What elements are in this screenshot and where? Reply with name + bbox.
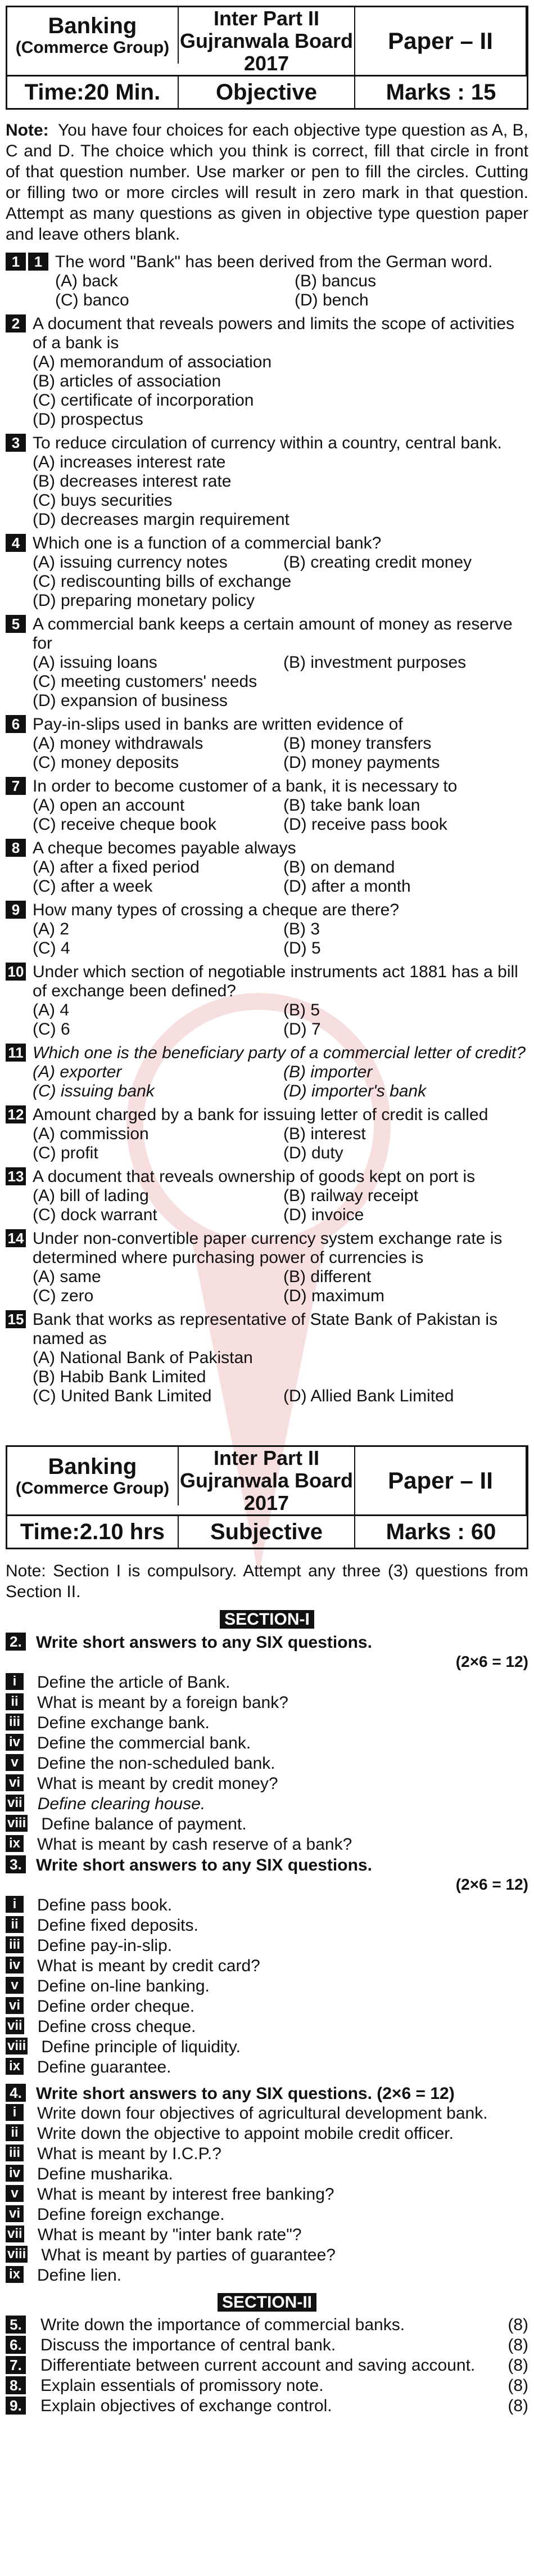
long-question-marks: (8) bbox=[508, 2356, 528, 2375]
mcq-option: (D) Allied Bank Limited bbox=[283, 1387, 454, 1405]
short-question-text: Define on-line banking. bbox=[37, 1977, 210, 1995]
short-question-item bbox=[6, 1774, 528, 1793]
mcq-stem: Pay-in-slips used in banks are written evidence of bbox=[33, 715, 403, 734]
short-question-item bbox=[6, 2038, 528, 2057]
short-question-number: i bbox=[6, 1673, 24, 1690]
mcq-body bbox=[33, 901, 528, 958]
long-question-number: 9. bbox=[6, 2397, 26, 2415]
mcq-stem: To reduce circulation of currency within a country, central bank. bbox=[33, 434, 502, 452]
mcq-option: (D) decreases margin requirement bbox=[33, 510, 289, 529]
objective-note bbox=[6, 120, 528, 245]
mcq-stem: Amount charged by a bank for issuing letter of credit is called bbox=[33, 1105, 488, 1124]
mcq-options bbox=[33, 858, 528, 896]
type-label: Subjective bbox=[179, 1516, 355, 1548]
time-label: Time:2.10 hrs bbox=[7, 1516, 179, 1548]
mcq-body bbox=[33, 434, 528, 529]
exam-page bbox=[6, 6, 528, 2417]
mcq-body bbox=[33, 534, 528, 610]
short-question-number: iv bbox=[6, 1957, 24, 1973]
mcq-option: (A) exporter bbox=[33, 1063, 122, 1081]
mcq-body bbox=[33, 1229, 528, 1306]
short-question-item bbox=[6, 2165, 528, 2184]
mcq-stem: Which one is a function of a commercial bank? bbox=[33, 534, 382, 552]
short-question-text: Define order cheque. bbox=[37, 1997, 195, 2016]
mcq-options bbox=[33, 653, 528, 711]
long-question-text: Write down the importance of commercial banks. bbox=[40, 2316, 405, 2334]
mcq-stem: A commercial bank keeps a certain amount of money as reserve for bbox=[33, 615, 513, 653]
short-question-number: ii bbox=[6, 1916, 24, 1933]
long-question-text: Discuss the importance of central bank. bbox=[40, 2336, 336, 2354]
mcq-number: 14 bbox=[6, 1229, 26, 1247]
mcq-option: (A) back bbox=[55, 272, 118, 290]
short-question-item bbox=[6, 1673, 528, 1692]
long-question-list bbox=[6, 2316, 528, 2416]
subject-cell bbox=[7, 1447, 179, 1505]
time-label: Time:20 Min. bbox=[7, 77, 179, 108]
mcq-option: (D) 5 bbox=[283, 939, 321, 957]
short-question-text: Define foreign exchange. bbox=[37, 2205, 225, 2224]
mcq-option: (B) on demand bbox=[283, 858, 395, 876]
mcq-item bbox=[6, 715, 528, 772]
mcq-option: (D) duty bbox=[283, 1144, 343, 1162]
mcq-number: 4 bbox=[6, 534, 26, 552]
mcq-option: (C) rediscounting bills of exchange bbox=[33, 572, 292, 591]
short-question-text: Define fixed deposits. bbox=[37, 1916, 198, 1935]
mcq-body bbox=[33, 777, 528, 834]
short-question-text: Define balance of payment. bbox=[41, 1815, 247, 1833]
short-question-text: Write down four objectives of agricultural development bank. bbox=[37, 2104, 488, 2123]
mcq-option: (B) creating credit money bbox=[283, 553, 472, 572]
paper-label: Paper – II bbox=[388, 28, 493, 54]
mcq-option: (B) 3 bbox=[283, 920, 320, 938]
short-question-number: vii bbox=[6, 2226, 24, 2242]
short-question-text: Define musharika. bbox=[37, 2165, 173, 2183]
short-question-number: vi bbox=[6, 1774, 24, 1791]
mcq-option: (D) after a month bbox=[283, 877, 411, 896]
mcq-number: 11 bbox=[6, 1044, 26, 1062]
mcq-number: 6 bbox=[6, 715, 26, 733]
short-question-number: iii bbox=[6, 1714, 24, 1730]
mcq-option: (C) buys securities bbox=[33, 491, 173, 510]
mcq-option: (D) invoice bbox=[283, 1206, 364, 1224]
mcq-options bbox=[33, 1348, 528, 1406]
long-question-marks: (8) bbox=[508, 2336, 528, 2354]
long-question-text: Explain objectives of exchange control. bbox=[40, 2397, 332, 2415]
mcq-stem: Under non-convertible paper currency system exchange rate is determined where purchasing power of currencies is bbox=[33, 1229, 503, 1267]
mcq-option: (D) expansion of business bbox=[33, 691, 228, 710]
short-question-text: What is meant by "inter bank rate"? bbox=[37, 2226, 302, 2244]
mcq-number: 3 bbox=[6, 434, 26, 452]
short-question-number: vii bbox=[6, 1795, 24, 1811]
mcq-stem: A document that reveals powers and limits the scope of activities of a bank is bbox=[33, 314, 515, 352]
mcq-stem: How many types of crossing a cheque are there? bbox=[33, 901, 400, 919]
short-question-text: Define principle of liquidity. bbox=[41, 2038, 241, 2056]
short-question-text: Define exchange bank. bbox=[37, 1714, 210, 1732]
mcq-option: (A) bill of lading bbox=[33, 1186, 149, 1205]
mcq-body bbox=[33, 1167, 528, 1225]
short-question-text: Define pass book. bbox=[37, 1896, 173, 1914]
short-question-item bbox=[6, 2145, 528, 2164]
short-question-number: iii bbox=[6, 2145, 24, 2161]
mcq-options bbox=[33, 1063, 528, 1101]
long-question-item bbox=[6, 2336, 528, 2355]
subject-title: Banking bbox=[48, 1454, 137, 1479]
mcq-option: (C) dock warrant bbox=[33, 1206, 157, 1224]
short-question-item bbox=[6, 2058, 528, 2077]
mcq-item bbox=[6, 534, 528, 610]
mcq-number: 12 bbox=[6, 1105, 26, 1123]
mcq-option: (D) receive pass book bbox=[283, 815, 447, 834]
mcq-number: 7 bbox=[6, 777, 26, 795]
short-question-text: Define clearing house. bbox=[37, 1795, 206, 1813]
mcq-options bbox=[33, 920, 528, 958]
board-cell bbox=[179, 7, 355, 75]
mcq-options bbox=[33, 796, 528, 834]
mcq-body bbox=[33, 963, 528, 1039]
long-question-item bbox=[6, 2356, 528, 2375]
type-label: Objective bbox=[179, 77, 355, 108]
mcq-option: (D) importer's bank bbox=[283, 1082, 427, 1100]
mcq-options bbox=[33, 353, 528, 429]
mcq-option: (B) articles of association bbox=[33, 372, 221, 390]
mcq-body bbox=[33, 1105, 528, 1163]
short-question-item bbox=[6, 2246, 528, 2265]
mcq-option: (A) issuing currency notes bbox=[33, 553, 228, 572]
short-question-item bbox=[6, 2017, 528, 2036]
mcq-number: 1 bbox=[28, 253, 48, 271]
mcq-item bbox=[6, 1105, 528, 1163]
mcq-item bbox=[6, 1167, 528, 1225]
short-question-number: viii bbox=[6, 2038, 28, 2054]
mcq-option: (C) 4 bbox=[33, 939, 70, 957]
subject-cell bbox=[7, 7, 179, 64]
short-question-text: Define the non-scheduled bank. bbox=[37, 1754, 275, 1773]
question-2-marks: (2×6 = 12) bbox=[455, 1653, 528, 1670]
short-question-number: ii bbox=[6, 1693, 24, 1710]
mcq-options bbox=[33, 553, 528, 610]
question-3-marks: (2×6 = 12) bbox=[455, 1876, 528, 1893]
mcq-option: (C) profit bbox=[33, 1144, 98, 1162]
short-question-item bbox=[6, 1835, 528, 1854]
mcq-item bbox=[6, 901, 528, 958]
mcq-option: (A) National Bank of Pakistan bbox=[33, 1348, 253, 1367]
mcq-body bbox=[33, 715, 528, 772]
mcq-option: (A) memorandum of association bbox=[33, 353, 272, 371]
long-question-marks: (8) bbox=[508, 2376, 528, 2395]
mcq-option: (B) investment purposes bbox=[283, 653, 467, 672]
mcq-option: (A) 4 bbox=[33, 1001, 70, 1019]
long-question-number: 8. bbox=[6, 2376, 26, 2394]
marks-label: Marks : 60 bbox=[386, 1519, 496, 1544]
mcq-options bbox=[33, 1125, 528, 1163]
mcq-item bbox=[6, 839, 528, 896]
mcq-option: (B) railway receipt bbox=[283, 1186, 419, 1205]
short-question-item bbox=[6, 1734, 528, 1753]
short-question-number: viii bbox=[6, 2246, 28, 2263]
question-3-heading bbox=[6, 1855, 528, 1876]
short-question-text: What is meant by parties of guarantee? bbox=[41, 2246, 336, 2264]
board-line2: Gujranwala Board bbox=[179, 1469, 354, 1492]
mcq-option: (B) money transfers bbox=[283, 734, 432, 753]
short-question-text: Write down the objective to appoint mobile credit officer. bbox=[37, 2124, 454, 2143]
short-question-item bbox=[6, 1957, 528, 1976]
short-question-number: iv bbox=[6, 2165, 24, 2182]
mcq-item bbox=[6, 253, 528, 310]
mcq-stem: In order to become customer of a bank, it is necessary to bbox=[33, 777, 458, 795]
mcq-options bbox=[33, 1267, 528, 1306]
mcq-options bbox=[33, 1001, 528, 1039]
short-question-item bbox=[6, 2266, 528, 2285]
mcq-option: (B) interest bbox=[283, 1125, 366, 1143]
section-2-title: SECTION-II bbox=[6, 2293, 528, 2312]
long-question-number: 6. bbox=[6, 2336, 26, 2354]
paper-label: Paper – II bbox=[388, 1467, 493, 1494]
mcq-stem: A document that reveals ownership of goods kept on port is bbox=[33, 1167, 476, 1186]
short-question-number: iii bbox=[6, 1936, 24, 1953]
mcq-number: 8 bbox=[6, 839, 26, 857]
question-4-heading bbox=[6, 2084, 528, 2104]
mcq-option: (C) banco bbox=[55, 291, 129, 309]
long-question-marks: (8) bbox=[508, 2316, 528, 2334]
board-year: 2017 bbox=[243, 1491, 289, 1514]
short-question-item bbox=[6, 2104, 528, 2123]
mcq-stem: Bank that works as representative of State Bank of Pakistan is named as bbox=[33, 1310, 498, 1348]
mcq-option: (B) Habib Bank Limited bbox=[33, 1368, 206, 1386]
short-question-item bbox=[6, 2226, 528, 2245]
mcq-option: (C) receive cheque book bbox=[33, 815, 216, 834]
mcq-option: (D) bench bbox=[295, 291, 369, 309]
mcq-option: (B) 5 bbox=[283, 1001, 320, 1019]
question-title: Write short answers to any SIX questions. (2×6 = 12) bbox=[36, 2084, 455, 2103]
mcq-item bbox=[6, 314, 528, 429]
short-question-item bbox=[6, 2185, 528, 2204]
paper-cell bbox=[355, 1447, 527, 1514]
question-number: 2. bbox=[6, 1633, 26, 1651]
mcq-body bbox=[33, 1310, 528, 1406]
short-question-item bbox=[6, 1896, 528, 1915]
board-cell bbox=[179, 1447, 355, 1514]
mcq-stem: A cheque becomes payable always bbox=[33, 839, 296, 857]
mcq-option: (A) increases interest rate bbox=[33, 453, 226, 471]
short-question-number: vi bbox=[6, 2205, 24, 2222]
short-question-text: Define pay-in-slip. bbox=[37, 1936, 173, 1955]
mcq-options bbox=[55, 272, 528, 310]
short-question-item bbox=[6, 1754, 528, 1773]
objective-header bbox=[6, 6, 528, 110]
mcq-option: (A) issuing loans bbox=[33, 653, 157, 672]
short-question-number: v bbox=[6, 2185, 24, 2202]
subject-group: (Commerce Group) bbox=[15, 1479, 170, 1498]
mcq-item bbox=[6, 963, 528, 1039]
note-label: Note: bbox=[6, 121, 49, 140]
short-question-item bbox=[6, 2124, 528, 2143]
mcq-item bbox=[6, 615, 528, 711]
question-2-heading bbox=[6, 1633, 528, 1653]
short-question-number: ii bbox=[6, 2124, 24, 2141]
mcq-option: (C) money deposits bbox=[33, 753, 179, 772]
question-number: 4. bbox=[6, 2084, 26, 2102]
mcq-option: (A) 2 bbox=[33, 920, 70, 938]
short-question-item bbox=[6, 1693, 528, 1712]
mcq-option: (B) bancus bbox=[295, 272, 377, 290]
question-4-list bbox=[6, 2104, 528, 2285]
short-question-item bbox=[6, 1936, 528, 1955]
mcq-option: (A) money withdrawals bbox=[33, 734, 203, 753]
long-question-item bbox=[6, 2316, 528, 2335]
long-question-number: 7. bbox=[6, 2356, 26, 2374]
mcq-option: (D) money payments bbox=[283, 753, 440, 772]
short-question-number: viii bbox=[6, 1815, 28, 1832]
short-question-number: vi bbox=[6, 1997, 24, 2014]
short-question-text: Define the commercial bank. bbox=[37, 1734, 251, 1752]
short-question-number: v bbox=[6, 1754, 24, 1771]
mcq-number: 2 bbox=[6, 314, 26, 332]
short-question-text: Define guarantee. bbox=[37, 2058, 171, 2076]
mcq-item bbox=[6, 434, 528, 529]
short-question-number: vii bbox=[6, 2017, 24, 2034]
mcq-option: (C) certificate of incorporation bbox=[33, 391, 254, 410]
board-line1: Inter Part II bbox=[213, 1446, 320, 1469]
mcq-number: 15 bbox=[6, 1310, 26, 1328]
mcq-number: 9 bbox=[6, 901, 26, 919]
mcq-option: (C) after a week bbox=[33, 877, 153, 896]
short-question-item bbox=[6, 1795, 528, 1814]
long-question-marks: (8) bbox=[508, 2397, 528, 2415]
mcq-stem: Under which section of negotiable instruments act 1881 has a bill of exchange been defined? bbox=[33, 963, 518, 1000]
mcq-option: (B) take bank loan bbox=[283, 796, 420, 815]
mcq-option: (B) importer bbox=[283, 1063, 373, 1081]
mcq-option: (C) 6 bbox=[33, 1020, 70, 1039]
mcq-stem: Which one is the beneficiary party of a commercial letter of credit? bbox=[33, 1044, 526, 1062]
short-question-item bbox=[6, 1977, 528, 1996]
question-title: Write short answers to any SIX questions. bbox=[36, 1633, 372, 1652]
board-line2: Gujranwala Board bbox=[179, 29, 354, 52]
short-question-item bbox=[6, 1916, 528, 1935]
mcq-body bbox=[33, 615, 528, 711]
subjective-header bbox=[6, 1445, 528, 1549]
mcq-option: (C) issuing bank bbox=[33, 1082, 155, 1100]
mcq-option: (A) after a fixed period bbox=[33, 858, 200, 876]
short-question-text: What is meant by credit money? bbox=[37, 1774, 278, 1793]
mcq-option: (A) open an account bbox=[33, 796, 185, 815]
mcq-option: (C) United Bank Limited bbox=[33, 1387, 212, 1405]
short-question-item bbox=[6, 2205, 528, 2224]
short-question-item bbox=[6, 1997, 528, 2016]
question-2-list bbox=[6, 1673, 528, 1854]
question-3-list bbox=[6, 1896, 528, 2077]
long-question-item bbox=[6, 2376, 528, 2395]
mcq-option: (A) same bbox=[33, 1267, 101, 1286]
long-question-text: Differentiate between current account and saving account. bbox=[40, 2356, 476, 2375]
objective-subheader bbox=[7, 75, 527, 108]
mcq-option: (D) prospectus bbox=[33, 410, 143, 429]
mcq-options bbox=[33, 734, 528, 772]
mcq-option: (D) 7 bbox=[283, 1020, 321, 1039]
mcq-option: (B) decreases interest rate bbox=[33, 472, 232, 491]
mcq-option: (C) meeting customers' needs bbox=[33, 672, 257, 691]
short-question-text: What is meant by interest free banking? bbox=[37, 2185, 334, 2204]
short-question-text: What is meant by a foreign bank? bbox=[37, 1693, 288, 1712]
mcq-option: (C) zero bbox=[33, 1287, 94, 1305]
short-question-number: ix bbox=[6, 1835, 24, 1852]
mcq-body bbox=[55, 253, 528, 310]
mcq-option: (B) different bbox=[283, 1267, 372, 1286]
subject-title: Banking bbox=[48, 14, 137, 38]
mcq-list bbox=[6, 253, 528, 1406]
short-question-text: What is meant by I.C.P.? bbox=[37, 2145, 221, 2163]
marks-label: Marks : 15 bbox=[386, 79, 496, 105]
mcq-number: 5 bbox=[6, 615, 26, 633]
note-text: You have four choices for each objective type question as A, B, C and D. The choice which you think is correct, fill that circle in front of that question number. Use marker or pen to fill the circles. Cutting or filling two or more circles will result in zero mark in that question. Attempt as many questions as given in objective type question paper and leave others blank. bbox=[6, 121, 528, 244]
short-question-text: What is meant by credit card? bbox=[37, 1957, 260, 1975]
short-question-number: iv bbox=[6, 1734, 24, 1751]
short-question-text: Define lien. bbox=[37, 2266, 122, 2285]
mcq-item bbox=[6, 777, 528, 834]
short-question-text: Define the article of Bank. bbox=[37, 1673, 230, 1692]
mcq-options bbox=[33, 453, 528, 529]
mcq-option: (D) preparing monetary policy bbox=[33, 591, 255, 610]
short-question-item bbox=[6, 1714, 528, 1733]
mcq-body bbox=[33, 314, 528, 429]
mcq-item bbox=[6, 1044, 528, 1101]
long-question-item bbox=[6, 2397, 528, 2416]
mcq-part-number: 1 bbox=[6, 253, 26, 271]
paper-cell bbox=[355, 7, 527, 75]
question-title: Write short answers to any SIX questions. bbox=[36, 1856, 372, 1874]
question-number: 3. bbox=[6, 1855, 26, 1873]
mcq-body bbox=[33, 1044, 528, 1101]
subjective-subheader bbox=[7, 1514, 527, 1548]
mcq-item bbox=[6, 1229, 528, 1306]
mcq-stem: The word "Bank" has been derived from the German word. bbox=[55, 253, 493, 271]
mcq-number: 10 bbox=[6, 963, 26, 981]
short-question-number: i bbox=[6, 2104, 24, 2121]
mcq-options bbox=[33, 1186, 528, 1225]
mcq-option: (A) commission bbox=[33, 1125, 149, 1143]
short-question-text: Define cross cheque. bbox=[37, 2017, 196, 2036]
mcq-number: 13 bbox=[6, 1167, 26, 1185]
short-question-item bbox=[6, 1815, 528, 1834]
subject-group: (Commerce Group) bbox=[15, 38, 170, 57]
short-question-number: ix bbox=[6, 2266, 24, 2283]
board-line1: Inter Part II bbox=[213, 7, 320, 30]
short-question-number: v bbox=[6, 1977, 24, 1994]
subjective-note: Note: Section I is compulsory. Attempt any three (3) questions from Section II. bbox=[6, 1562, 528, 1601]
long-question-text: Explain essentials of promissory note. bbox=[40, 2376, 324, 2395]
long-question-number: 5. bbox=[6, 2316, 26, 2334]
mcq-option: (D) maximum bbox=[283, 1287, 384, 1305]
short-question-text: What is meant by cash reserve of a bank? bbox=[37, 1835, 352, 1854]
short-question-number: i bbox=[6, 1896, 24, 1913]
short-question-number: ix bbox=[6, 2058, 24, 2075]
mcq-body bbox=[33, 839, 528, 896]
section-1-title: SECTION-I bbox=[6, 1610, 528, 1629]
mcq-item bbox=[6, 1310, 528, 1406]
board-year: 2017 bbox=[243, 52, 289, 75]
